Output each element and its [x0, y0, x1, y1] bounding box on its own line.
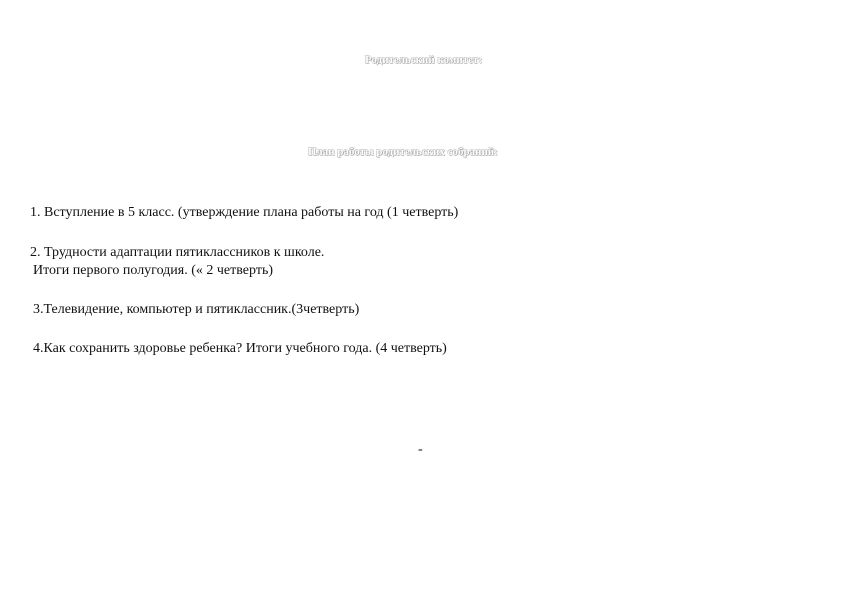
- parent-committee-heading: Родительский комитет:: [365, 54, 483, 66]
- footer-dash: -: [418, 442, 423, 457]
- plan-item-1: 1. Вступление в 5 класс. (утверждение плана работы на год (1 четверть): [30, 205, 459, 220]
- plan-item-4: 4.Как сохранить здоровье ребенка? Итоги учебного года. (4 четверть): [33, 341, 447, 356]
- plan-item-2: 2. Трудности адаптации пятиклассников к школе.: [30, 245, 325, 260]
- meeting-plan-heading: План работы родительских собраний:: [308, 146, 498, 158]
- plan-item-3: 3.Телевидение, компьютер и пятиклассник.(3четверть): [33, 302, 360, 317]
- plan-item-2-continuation: Итоги первого полугодия. (« 2 четверть): [33, 263, 273, 278]
